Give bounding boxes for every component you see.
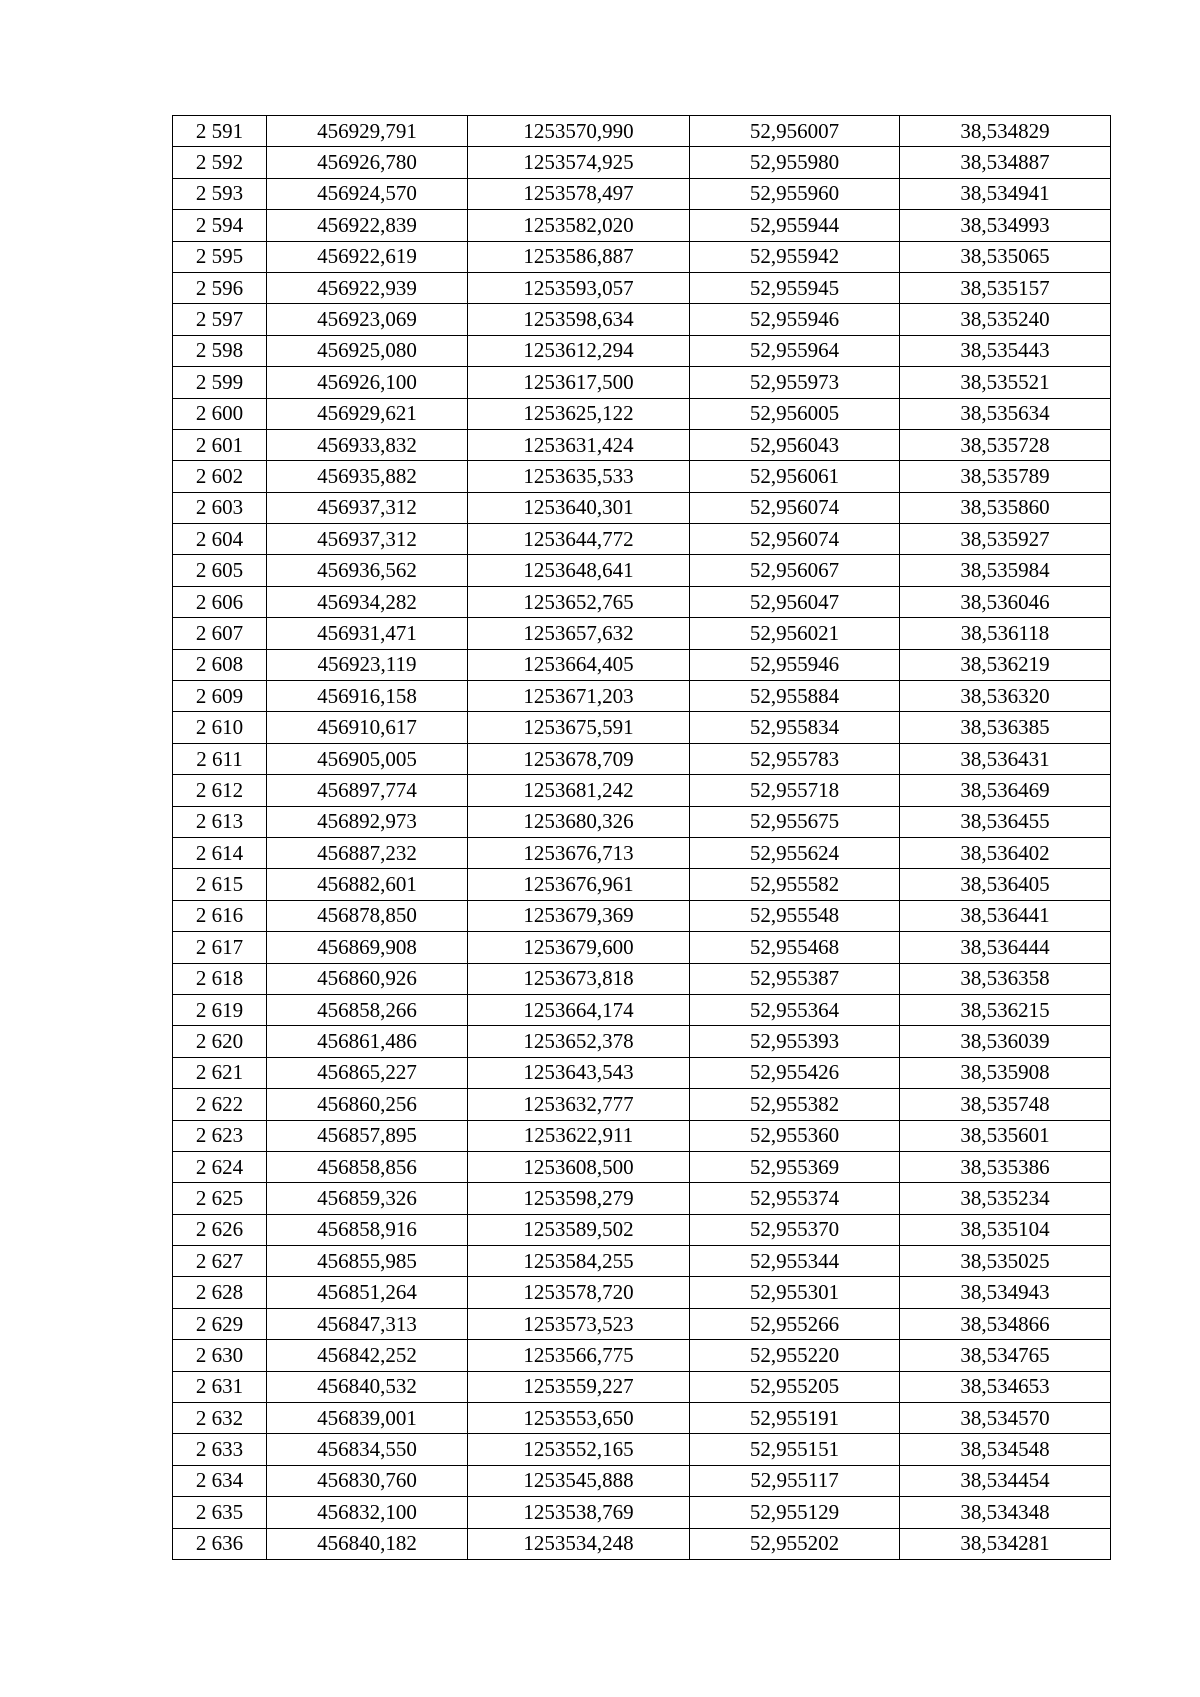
latitude-cell: 52,955117: [690, 1465, 900, 1496]
x-coordinate-cell: 456933,832: [267, 429, 468, 460]
y-coordinate-cell: 1253582,020: [468, 210, 690, 241]
point-number-cell: 2 635: [173, 1497, 267, 1528]
table-row: [173, 1089, 1111, 1120]
x-coordinate-cell: 456892,973: [267, 806, 468, 837]
point-number-cell: 2 603: [173, 492, 267, 523]
y-coordinate-cell: 1253631,424: [468, 429, 690, 460]
table-row: [173, 335, 1111, 366]
y-coordinate-cell: 1253586,887: [468, 241, 690, 272]
latitude-cell: 52,955191: [690, 1403, 900, 1434]
latitude-cell: 52,955369: [690, 1151, 900, 1182]
longitude-cell: 38,534765: [900, 1340, 1111, 1371]
x-coordinate-cell: 456858,916: [267, 1214, 468, 1245]
latitude-cell: 52,955624: [690, 837, 900, 868]
x-coordinate-cell: 456861,486: [267, 1026, 468, 1057]
point-number-cell: 2 615: [173, 869, 267, 900]
point-number-cell: 2 606: [173, 586, 267, 617]
latitude-cell: 52,955360: [690, 1120, 900, 1151]
table-row: [173, 775, 1111, 806]
y-coordinate-cell: 1253538,769: [468, 1497, 690, 1528]
y-coordinate-cell: 1253598,279: [468, 1183, 690, 1214]
latitude-cell: 52,955946: [690, 649, 900, 680]
longitude-cell: 38,534281: [900, 1528, 1111, 1559]
x-coordinate-cell: 456869,908: [267, 932, 468, 963]
longitude-cell: 38,536219: [900, 649, 1111, 680]
point-number-cell: 2 636: [173, 1528, 267, 1559]
x-coordinate-cell: 456934,282: [267, 586, 468, 617]
y-coordinate-cell: 1253573,523: [468, 1308, 690, 1339]
table-row: [173, 869, 1111, 900]
point-number-cell: 2 592: [173, 147, 267, 178]
latitude-cell: 52,955344: [690, 1246, 900, 1277]
longitude-cell: 38,534887: [900, 147, 1111, 178]
table-row: [173, 1340, 1111, 1371]
x-coordinate-cell: 456840,532: [267, 1371, 468, 1402]
table-row: [173, 524, 1111, 555]
y-coordinate-cell: 1253608,500: [468, 1151, 690, 1182]
point-number-cell: 2 612: [173, 775, 267, 806]
table-row: [173, 398, 1111, 429]
table-row: [173, 272, 1111, 303]
coordinates-table: [172, 115, 1111, 1560]
y-coordinate-cell: 1253679,600: [468, 932, 690, 963]
y-coordinate-cell: 1253632,777: [468, 1089, 690, 1120]
y-coordinate-cell: 1253644,772: [468, 524, 690, 555]
table-row: [173, 461, 1111, 492]
x-coordinate-cell: 456858,266: [267, 994, 468, 1025]
table-row: [173, 1214, 1111, 1245]
longitude-cell: 38,535240: [900, 304, 1111, 335]
x-coordinate-cell: 456937,312: [267, 524, 468, 555]
longitude-cell: 38,535984: [900, 555, 1111, 586]
latitude-cell: 52,955582: [690, 869, 900, 900]
latitude-cell: 52,956074: [690, 524, 900, 555]
x-coordinate-cell: 456924,570: [267, 178, 468, 209]
latitude-cell: 52,955718: [690, 775, 900, 806]
x-coordinate-cell: 456847,313: [267, 1308, 468, 1339]
y-coordinate-cell: 1253589,502: [468, 1214, 690, 1245]
point-number-cell: 2 629: [173, 1308, 267, 1339]
longitude-cell: 38,534454: [900, 1465, 1111, 1496]
y-coordinate-cell: 1253593,057: [468, 272, 690, 303]
latitude-cell: 52,956021: [690, 618, 900, 649]
point-number-cell: 2 634: [173, 1465, 267, 1496]
table-row: [173, 994, 1111, 1025]
latitude-cell: 52,955944: [690, 210, 900, 241]
table-row: [173, 963, 1111, 994]
latitude-cell: 52,955834: [690, 712, 900, 743]
longitude-cell: 38,536441: [900, 900, 1111, 931]
point-number-cell: 2 619: [173, 994, 267, 1025]
longitude-cell: 38,534943: [900, 1277, 1111, 1308]
y-coordinate-cell: 1253545,888: [468, 1465, 690, 1496]
y-coordinate-cell: 1253671,203: [468, 681, 690, 712]
y-coordinate-cell: 1253617,500: [468, 367, 690, 398]
latitude-cell: 52,955220: [690, 1340, 900, 1371]
latitude-cell: 52,955382: [690, 1089, 900, 1120]
longitude-cell: 38,536402: [900, 837, 1111, 868]
point-number-cell: 2 621: [173, 1057, 267, 1088]
table-row: [173, 555, 1111, 586]
latitude-cell: 52,955129: [690, 1497, 900, 1528]
longitude-cell: 38,536469: [900, 775, 1111, 806]
y-coordinate-cell: 1253657,632: [468, 618, 690, 649]
table-row: [173, 367, 1111, 398]
latitude-cell: 52,955151: [690, 1434, 900, 1465]
point-number-cell: 2 633: [173, 1434, 267, 1465]
point-number-cell: 2 598: [173, 335, 267, 366]
longitude-cell: 38,536385: [900, 712, 1111, 743]
latitude-cell: 52,955960: [690, 178, 900, 209]
point-number-cell: 2 591: [173, 116, 267, 147]
latitude-cell: 52,956047: [690, 586, 900, 617]
latitude-cell: 52,955942: [690, 241, 900, 272]
longitude-cell: 38,535908: [900, 1057, 1111, 1088]
x-coordinate-cell: 456859,326: [267, 1183, 468, 1214]
point-number-cell: 2 594: [173, 210, 267, 241]
latitude-cell: 52,955945: [690, 272, 900, 303]
y-coordinate-cell: 1253559,227: [468, 1371, 690, 1402]
point-number-cell: 2 617: [173, 932, 267, 963]
latitude-cell: 52,955884: [690, 681, 900, 712]
x-coordinate-cell: 456937,312: [267, 492, 468, 523]
y-coordinate-cell: 1253681,242: [468, 775, 690, 806]
x-coordinate-cell: 456855,985: [267, 1246, 468, 1277]
latitude-cell: 52,955548: [690, 900, 900, 931]
point-number-cell: 2 610: [173, 712, 267, 743]
x-coordinate-cell: 456834,550: [267, 1434, 468, 1465]
y-coordinate-cell: 1253622,911: [468, 1120, 690, 1151]
longitude-cell: 38,536405: [900, 869, 1111, 900]
longitude-cell: 38,534941: [900, 178, 1111, 209]
x-coordinate-cell: 456923,069: [267, 304, 468, 335]
y-coordinate-cell: 1253566,775: [468, 1340, 690, 1371]
table-row: [173, 429, 1111, 460]
x-coordinate-cell: 456922,839: [267, 210, 468, 241]
point-number-cell: 2 601: [173, 429, 267, 460]
y-coordinate-cell: 1253612,294: [468, 335, 690, 366]
x-coordinate-cell: 456897,774: [267, 775, 468, 806]
longitude-cell: 38,534866: [900, 1308, 1111, 1339]
table-row: [173, 1528, 1111, 1559]
point-number-cell: 2 623: [173, 1120, 267, 1151]
latitude-cell: 52,955980: [690, 147, 900, 178]
y-coordinate-cell: 1253679,369: [468, 900, 690, 931]
longitude-cell: 38,536455: [900, 806, 1111, 837]
x-coordinate-cell: 456925,080: [267, 335, 468, 366]
y-coordinate-cell: 1253584,255: [468, 1246, 690, 1277]
point-number-cell: 2 611: [173, 743, 267, 774]
latitude-cell: 52,955964: [690, 335, 900, 366]
point-number-cell: 2 593: [173, 178, 267, 209]
table-row: [173, 1026, 1111, 1057]
y-coordinate-cell: 1253676,961: [468, 869, 690, 900]
table-row: [173, 1277, 1111, 1308]
x-coordinate-cell: 456832,100: [267, 1497, 468, 1528]
latitude-cell: 52,955374: [690, 1183, 900, 1214]
table-row: [173, 618, 1111, 649]
point-number-cell: 2 600: [173, 398, 267, 429]
latitude-cell: 52,955426: [690, 1057, 900, 1088]
longitude-cell: 38,535860: [900, 492, 1111, 523]
y-coordinate-cell: 1253574,925: [468, 147, 690, 178]
y-coordinate-cell: 1253664,174: [468, 994, 690, 1025]
latitude-cell: 52,955364: [690, 994, 900, 1025]
x-coordinate-cell: 456860,926: [267, 963, 468, 994]
longitude-cell: 38,536431: [900, 743, 1111, 774]
latitude-cell: 52,955202: [690, 1528, 900, 1559]
table-row: [173, 1434, 1111, 1465]
longitude-cell: 38,534653: [900, 1371, 1111, 1402]
longitude-cell: 38,536118: [900, 618, 1111, 649]
longitude-cell: 38,534348: [900, 1497, 1111, 1528]
table-row: [173, 806, 1111, 837]
latitude-cell: 52,955675: [690, 806, 900, 837]
table-row: [173, 586, 1111, 617]
point-number-cell: 2 608: [173, 649, 267, 680]
latitude-cell: 52,955266: [690, 1308, 900, 1339]
table-row: [173, 1465, 1111, 1496]
x-coordinate-cell: 456842,252: [267, 1340, 468, 1371]
table-row: [173, 1246, 1111, 1277]
longitude-cell: 38,535025: [900, 1246, 1111, 1277]
point-number-cell: 2 620: [173, 1026, 267, 1057]
point-number-cell: 2 595: [173, 241, 267, 272]
longitude-cell: 38,536444: [900, 932, 1111, 963]
table-row: [173, 1371, 1111, 1402]
longitude-cell: 38,535789: [900, 461, 1111, 492]
y-coordinate-cell: 1253675,591: [468, 712, 690, 743]
x-coordinate-cell: 456926,780: [267, 147, 468, 178]
table-row: [173, 116, 1111, 147]
table-row: [173, 712, 1111, 743]
longitude-cell: 38,536358: [900, 963, 1111, 994]
x-coordinate-cell: 456910,617: [267, 712, 468, 743]
latitude-cell: 52,956043: [690, 429, 900, 460]
latitude-cell: 52,955468: [690, 932, 900, 963]
table-row: [173, 837, 1111, 868]
longitude-cell: 38,535386: [900, 1151, 1111, 1182]
point-number-cell: 2 604: [173, 524, 267, 555]
longitude-cell: 38,535927: [900, 524, 1111, 555]
table-row: [173, 304, 1111, 335]
point-number-cell: 2 596: [173, 272, 267, 303]
x-coordinate-cell: 456922,939: [267, 272, 468, 303]
y-coordinate-cell: 1253625,122: [468, 398, 690, 429]
table-row: [173, 649, 1111, 680]
x-coordinate-cell: 456922,619: [267, 241, 468, 272]
y-coordinate-cell: 1253598,634: [468, 304, 690, 335]
longitude-cell: 38,536046: [900, 586, 1111, 617]
table-row: [173, 1120, 1111, 1151]
longitude-cell: 38,536039: [900, 1026, 1111, 1057]
point-number-cell: 2 613: [173, 806, 267, 837]
x-coordinate-cell: 456929,621: [267, 398, 468, 429]
y-coordinate-cell: 1253652,378: [468, 1026, 690, 1057]
table-row: [173, 900, 1111, 931]
y-coordinate-cell: 1253643,543: [468, 1057, 690, 1088]
x-coordinate-cell: 456882,601: [267, 869, 468, 900]
y-coordinate-cell: 1253664,405: [468, 649, 690, 680]
latitude-cell: 52,955205: [690, 1371, 900, 1402]
x-coordinate-cell: 456858,856: [267, 1151, 468, 1182]
latitude-cell: 52,955973: [690, 367, 900, 398]
x-coordinate-cell: 456860,256: [267, 1089, 468, 1120]
x-coordinate-cell: 456923,119: [267, 649, 468, 680]
y-coordinate-cell: 1253676,713: [468, 837, 690, 868]
point-number-cell: 2 625: [173, 1183, 267, 1214]
table-row: [173, 932, 1111, 963]
point-number-cell: 2 616: [173, 900, 267, 931]
longitude-cell: 38,535234: [900, 1183, 1111, 1214]
point-number-cell: 2 631: [173, 1371, 267, 1402]
latitude-cell: 52,955946: [690, 304, 900, 335]
table-row: [173, 681, 1111, 712]
longitude-cell: 38,535157: [900, 272, 1111, 303]
point-number-cell: 2 626: [173, 1214, 267, 1245]
table-row: [173, 147, 1111, 178]
longitude-cell: 38,534829: [900, 116, 1111, 147]
x-coordinate-cell: 456830,760: [267, 1465, 468, 1496]
latitude-cell: 52,956074: [690, 492, 900, 523]
longitude-cell: 38,536215: [900, 994, 1111, 1025]
longitude-cell: 38,536320: [900, 681, 1111, 712]
y-coordinate-cell: 1253552,165: [468, 1434, 690, 1465]
latitude-cell: 52,955387: [690, 963, 900, 994]
y-coordinate-cell: 1253640,301: [468, 492, 690, 523]
longitude-cell: 38,534548: [900, 1434, 1111, 1465]
table-row: [173, 1497, 1111, 1528]
y-coordinate-cell: 1253673,818: [468, 963, 690, 994]
latitude-cell: 52,955301: [690, 1277, 900, 1308]
x-coordinate-cell: 456878,850: [267, 900, 468, 931]
latitude-cell: 52,956067: [690, 555, 900, 586]
point-number-cell: 2 624: [173, 1151, 267, 1182]
longitude-cell: 38,535065: [900, 241, 1111, 272]
table-row: [173, 210, 1111, 241]
longitude-cell: 38,535634: [900, 398, 1111, 429]
y-coordinate-cell: 1253652,765: [468, 586, 690, 617]
x-coordinate-cell: 456935,882: [267, 461, 468, 492]
longitude-cell: 38,535443: [900, 335, 1111, 366]
latitude-cell: 52,955393: [690, 1026, 900, 1057]
x-coordinate-cell: 456851,264: [267, 1277, 468, 1308]
point-number-cell: 2 605: [173, 555, 267, 586]
longitude-cell: 38,535728: [900, 429, 1111, 460]
point-number-cell: 2 627: [173, 1246, 267, 1277]
table-row: [173, 743, 1111, 774]
x-coordinate-cell: 456926,100: [267, 367, 468, 398]
point-number-cell: 2 609: [173, 681, 267, 712]
point-number-cell: 2 597: [173, 304, 267, 335]
latitude-cell: 52,956061: [690, 461, 900, 492]
table-row: [173, 1183, 1111, 1214]
point-number-cell: 2 599: [173, 367, 267, 398]
latitude-cell: 52,955370: [690, 1214, 900, 1245]
longitude-cell: 38,535104: [900, 1214, 1111, 1245]
longitude-cell: 38,534570: [900, 1403, 1111, 1434]
point-number-cell: 2 614: [173, 837, 267, 868]
x-coordinate-cell: 456840,182: [267, 1528, 468, 1559]
point-number-cell: 2 632: [173, 1403, 267, 1434]
x-coordinate-cell: 456839,001: [267, 1403, 468, 1434]
table-row: [173, 1057, 1111, 1088]
y-coordinate-cell: 1253553,650: [468, 1403, 690, 1434]
latitude-cell: 52,956005: [690, 398, 900, 429]
table-row: [173, 241, 1111, 272]
point-number-cell: 2 618: [173, 963, 267, 994]
x-coordinate-cell: 456865,227: [267, 1057, 468, 1088]
longitude-cell: 38,535748: [900, 1089, 1111, 1120]
y-coordinate-cell: 1253534,248: [468, 1528, 690, 1559]
y-coordinate-cell: 1253648,641: [468, 555, 690, 586]
table-row: [173, 1308, 1111, 1339]
longitude-cell: 38,534993: [900, 210, 1111, 241]
y-coordinate-cell: 1253578,720: [468, 1277, 690, 1308]
coordinates-table-body: [173, 116, 1111, 1560]
document-page: [172, 115, 1110, 1560]
latitude-cell: 52,956007: [690, 116, 900, 147]
longitude-cell: 38,535601: [900, 1120, 1111, 1151]
point-number-cell: 2 628: [173, 1277, 267, 1308]
x-coordinate-cell: 456857,895: [267, 1120, 468, 1151]
y-coordinate-cell: 1253578,497: [468, 178, 690, 209]
point-number-cell: 2 630: [173, 1340, 267, 1371]
y-coordinate-cell: 1253678,709: [468, 743, 690, 774]
y-coordinate-cell: 1253570,990: [468, 116, 690, 147]
table-row: [173, 178, 1111, 209]
x-coordinate-cell: 456929,791: [267, 116, 468, 147]
x-coordinate-cell: 456887,232: [267, 837, 468, 868]
x-coordinate-cell: 456916,158: [267, 681, 468, 712]
point-number-cell: 2 607: [173, 618, 267, 649]
x-coordinate-cell: 456905,005: [267, 743, 468, 774]
y-coordinate-cell: 1253680,326: [468, 806, 690, 837]
table-row: [173, 1403, 1111, 1434]
x-coordinate-cell: 456931,471: [267, 618, 468, 649]
y-coordinate-cell: 1253635,533: [468, 461, 690, 492]
longitude-cell: 38,535521: [900, 367, 1111, 398]
point-number-cell: 2 602: [173, 461, 267, 492]
latitude-cell: 52,955783: [690, 743, 900, 774]
point-number-cell: 2 622: [173, 1089, 267, 1120]
table-row: [173, 1151, 1111, 1182]
x-coordinate-cell: 456936,562: [267, 555, 468, 586]
table-row: [173, 492, 1111, 523]
